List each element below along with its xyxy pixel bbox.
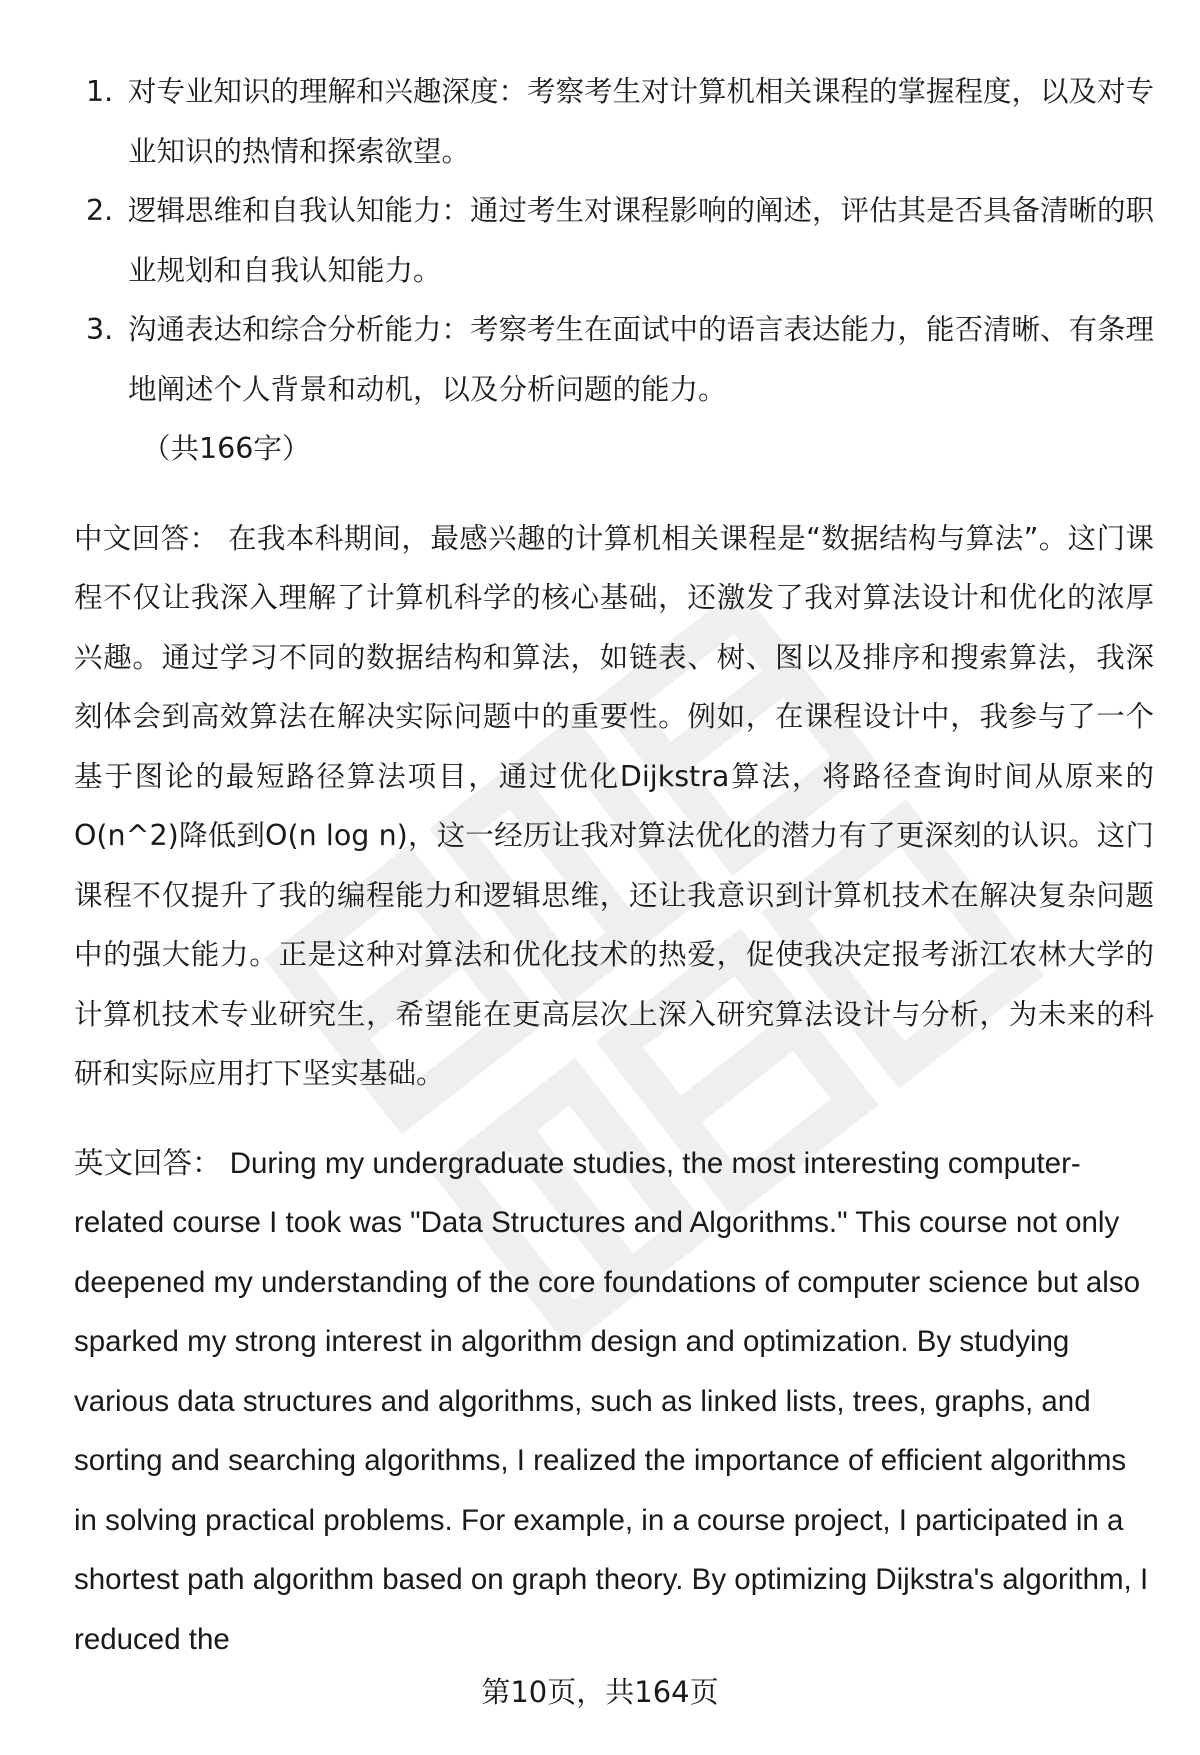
list-item [74,181,1154,300]
list-item [74,62,1154,181]
chinese-answer-text: 在我本科期间，最感兴趣的计算机相关课程是“数据结构与算法”。这门课程不仅让我深入理解了计算机科学的核心基础，还激发了我对算法设计和优化的浓厚兴趣。通过学习不同的数据结构和算法，如链表、树、图以及排序和搜索算法，我深刻体会到高效算法在解决实际问题中的重要性。例如，在课程设计中，我参与了一个基于图论的最短路径算法项目，通过优化Dijkstra算法，将路径查询时间从原来的O(n^2)降低到O(n log n)，这一经历让我对算法优化的潜力有了更深刻的认识。这门课程不仅提升了我的编程能力和逻辑思维，还让我意识到计算机技术在解决复杂问题中的强大能力。正是这种对算法和优化技术的热爱，促使我决定报考浙江农林大学的计算机技术专业研究生，希望能在更高层次上深入研究算法设计与分析，为未来的科研和实际应用打下坚实基础。 [74,521,1154,1090]
list-number: 3. [86,313,114,346]
english-answer-text: During my undergraduate studies, the most interesting computer-related course I took was "Data Structures and Algorithms." This course not only deepened my understanding of the core foundations of computer science but also sparked my strong interest in algorithm design and optimization. By studying various data structures and algorithms, such as linked lists, trees, graphs, and sorting and searching algorithms, I realized the importance of efficient algorithms in solving practical problems. For example, in a course project, I participated in a shortest path algorithm based on graph theory. By optimizing Dijkstra's algorithm, I reduced the [74,1146,1149,1656]
char-count-note: （共166字） [142,432,311,465]
chinese-answer-paragraph [74,509,1154,1104]
chinese-answer-label: 中文回答： [74,521,219,555]
english-answer-label: 英文回答： [74,1146,222,1180]
list-number: 2. [86,194,114,227]
list-number: 1. [86,75,114,108]
page-footer [0,1672,1200,1712]
english-answer-paragraph [74,1134,1154,1670]
list-item-text: 对专业知识的理解和兴趣深度：考察考生对计算机相关课程的掌握程度，以及对专业知识的热情和探索欲望。 [128,75,1155,168]
evaluation-criteria-list [74,62,1154,419]
page-number-label: 第10页，共164页 [481,1675,719,1709]
list-item [74,300,1154,419]
list-item-text: 沟通表达和综合分析能力：考察考生在面试中的语言表达能力，能否清晰、有条理地阐述个人背景和动机，以及分析问题的能力。 [128,313,1155,406]
main-content [74,62,1154,1699]
list-item-text: 逻辑思维和自我认知能力：通过考生对课程影响的阐述，评估其是否具备清晰的职业规划和自我认知能力。 [128,194,1155,287]
